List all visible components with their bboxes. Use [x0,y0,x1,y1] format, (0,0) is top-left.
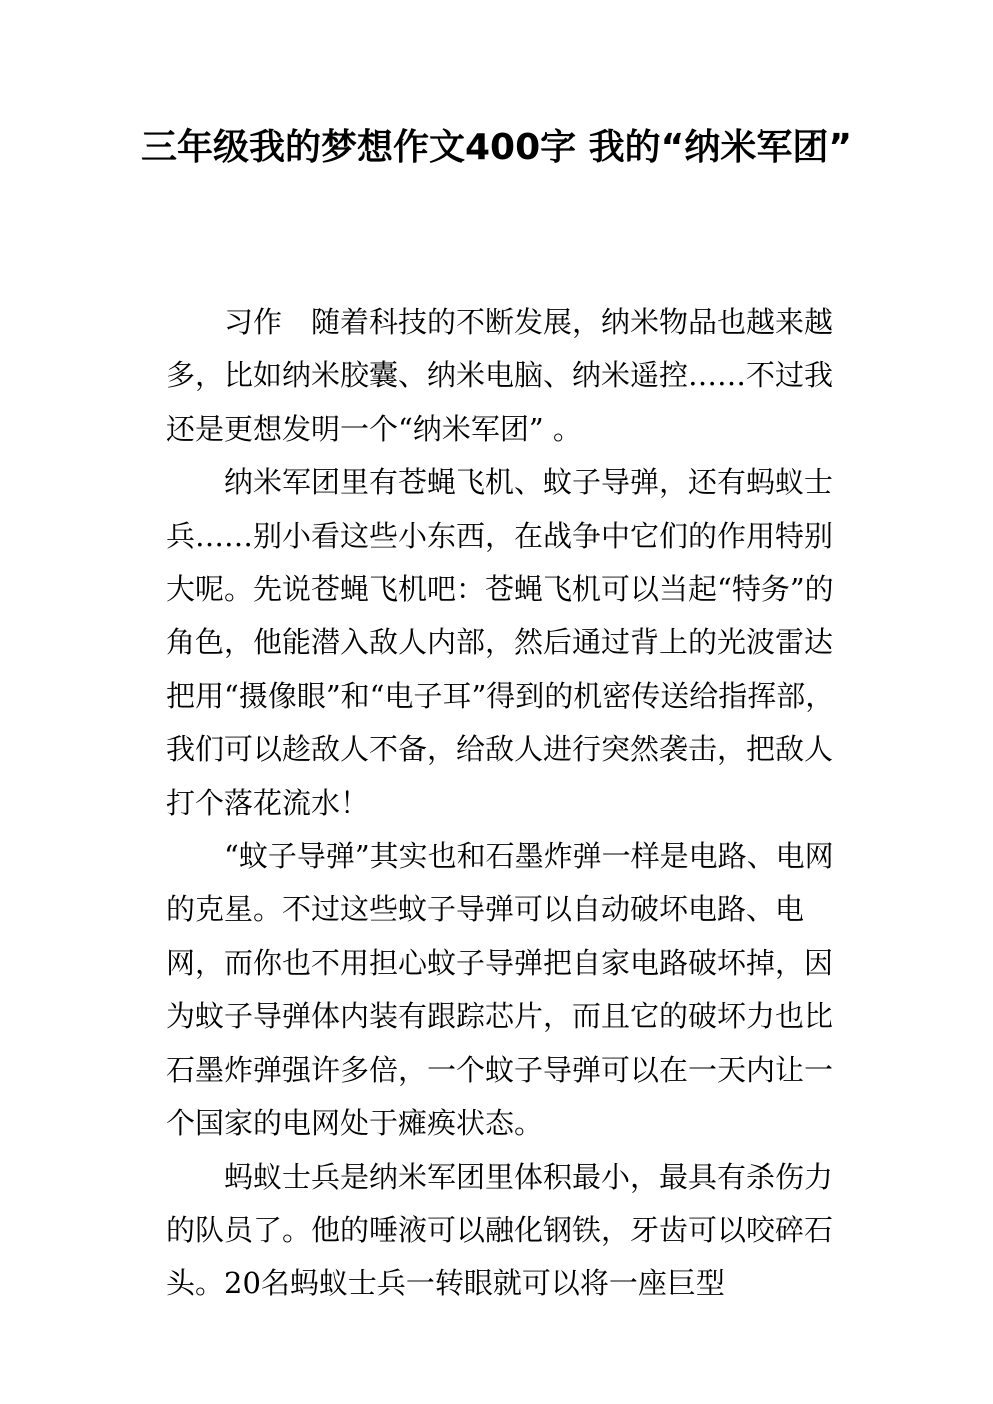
paragraph-mosquito-missile: “蚊子导弹”其实也和石墨炸弹一样是电路、电网的克星。不过这些蚊子导弹可以自动破坏电路、电网，而你也不用担心蚊子导弹把自家电路破坏掉，因为蚊子导弹体内装有跟踪芯片，而且它的破坏力也比石墨炸弹强许多倍，一个蚊子导弹可以在一天内让一个国家的电网处于瘫痪状态。 [166,839,834,1141]
document-title: 三年级我的梦想作文400字 我的“纳米军团” [140,127,852,168]
document-body [166,296,836,1311]
paragraph-nano-army: 纳米军团里有苍蝇飞机、蚊子导弹，还有蚂蚁士兵……别小看这些小东西，在战争中它们的作用特别大呢。先说苍蝇飞机吧：苍蝇飞机可以当起“特务”的角色，他能潜入敌人内部，然后通过背上的光波雷达把用“摄像眼”和“电子耳”得到的机密传送给指挥部，我们可以趁敌人不备，给敌人进行突然袭击，把敌人打个落花流水！ [166,465,835,820]
paragraph-intro: 习作 随着科技的不断发展，纳米物品也越来越多，比如纳米胶囊、纳米电脑、纳米遥控……不过我还是更想发明一个“纳米军团” 。 [166,305,834,446]
paragraph-ant-soldier: 蚂蚁士兵是纳米军团里体积最小，最具有杀伤力的队员了。他的唾液可以融化钢铁，牙齿可以咬碎石头。20名蚂蚁士兵一转眼就可以将一座巨型 [166,1159,834,1301]
